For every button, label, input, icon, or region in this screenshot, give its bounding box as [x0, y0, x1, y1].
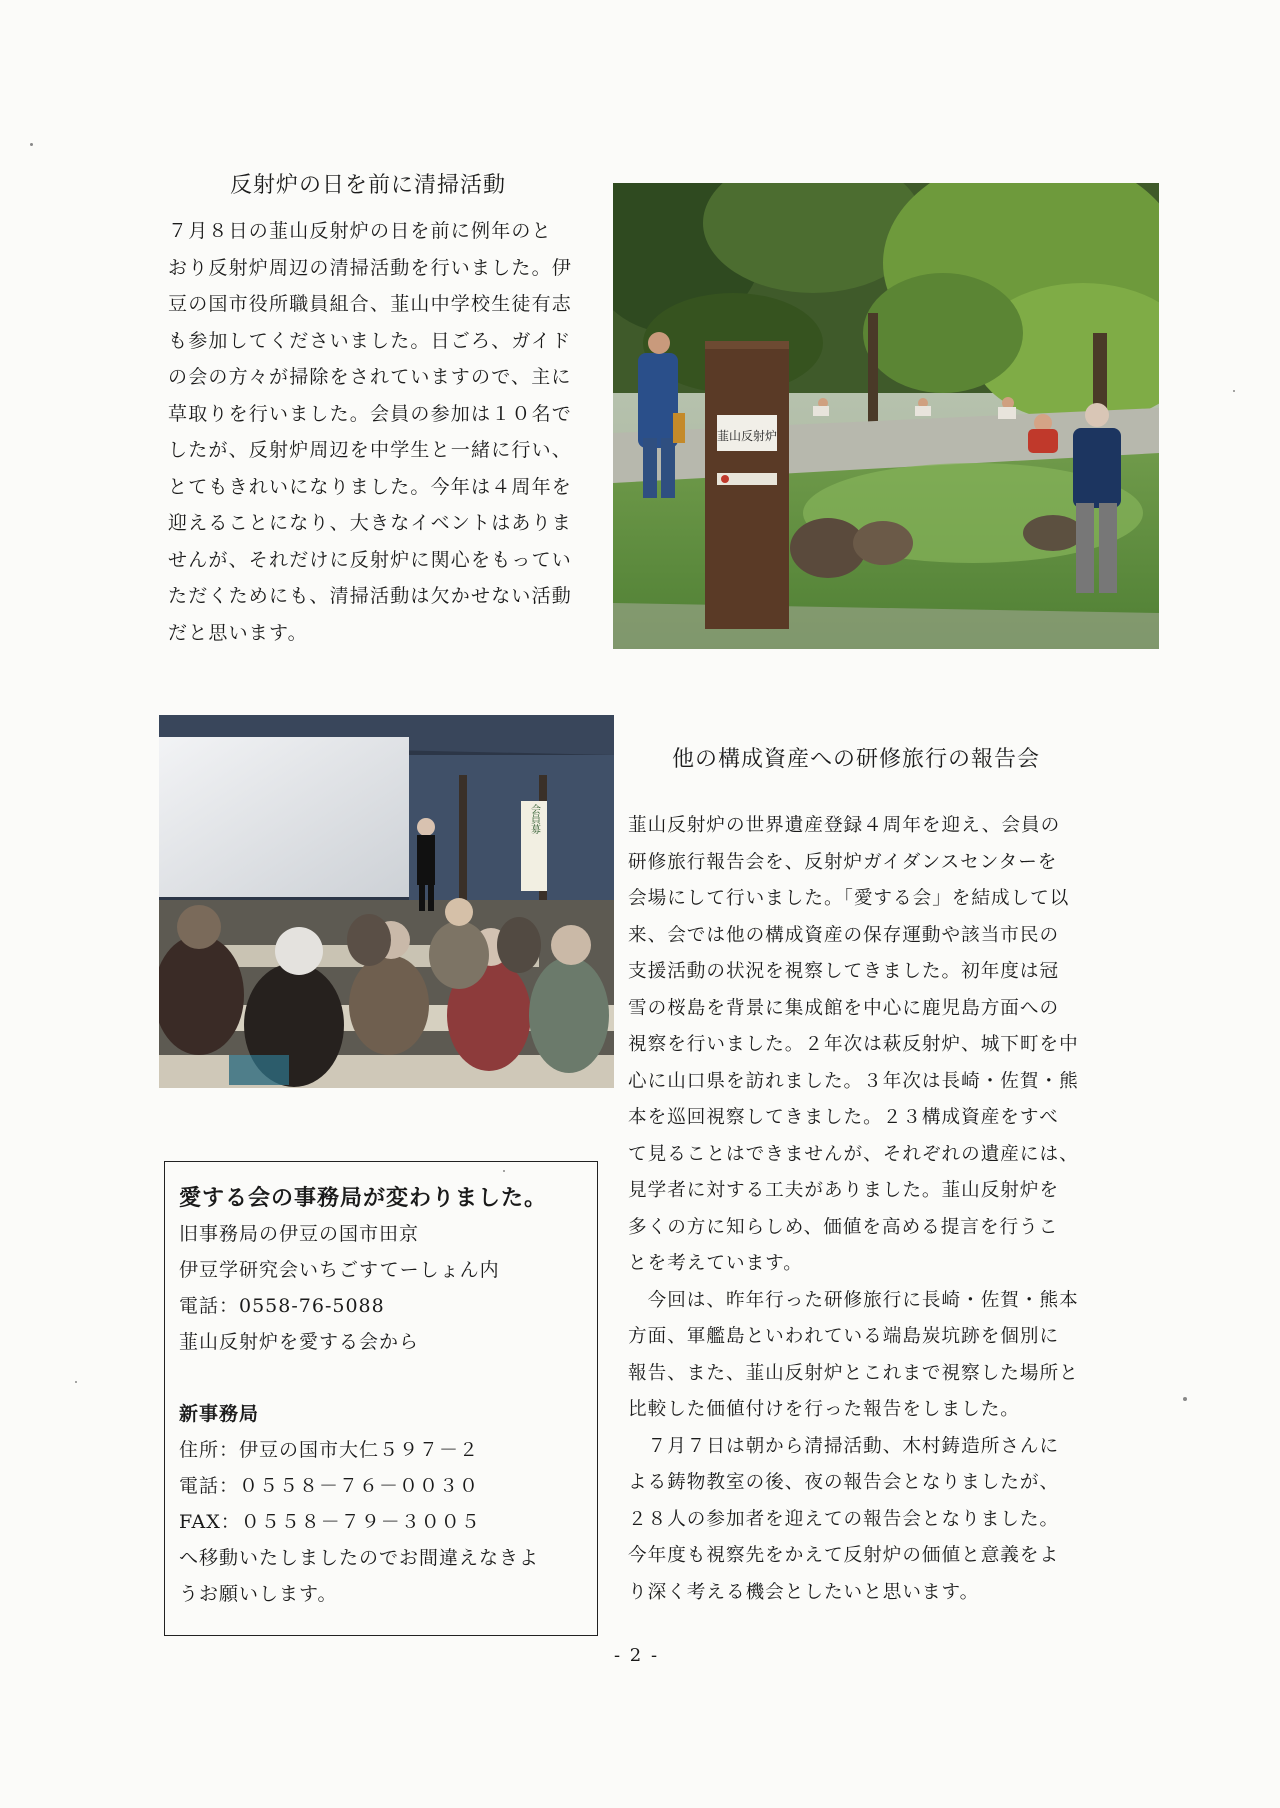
article2-line: 本を巡回視察してきました。２３構成資産をすべ — [628, 1107, 1059, 1128]
notice-new-line: うお願いします。 — [179, 1583, 338, 1605]
article1-line: の会の方々が掃除をされていますので、主に — [168, 366, 572, 388]
notice-new-heading: 新事務局 — [179, 1403, 260, 1425]
article1-line: 草取りを行いました。会員の参加は１０名で — [168, 402, 573, 425]
article1-line: せんが、それだけに反射炉に関心をもってい — [168, 548, 573, 571]
notice-heading: 愛する会の事務局が変わりました。 — [179, 1185, 548, 1211]
article2-line: 方面、軍艦島といわれている端島炭坑跡を個別に — [628, 1326, 1060, 1347]
article1-title: 反射炉の日を前に清掃活動 — [230, 173, 507, 198]
cleanup-photo — [613, 183, 1159, 649]
notice-old-line: 伊豆学研究会いちごすてーしょん内 — [179, 1259, 500, 1281]
article1-line: も参加してくださいました。日ごろ、ガイド — [168, 329, 572, 352]
meeting-photo — [159, 715, 614, 1088]
article2-line: 支援活動の状況を視察してきました。初年度は冠 — [628, 961, 1060, 982]
article2-line: ２８人の参加者を迎えての報告会となりました。 — [628, 1508, 1060, 1530]
sign-text: 韮山反射炉 — [716, 429, 778, 443]
article2-line: 心に山口県を訪れました。３年次は長崎・佐賀・熊 — [628, 1070, 1079, 1092]
office-change-notice — [164, 1161, 598, 1636]
article2-line: 今年度も視察先をかえて反射炉の価値と意義をよ — [628, 1545, 1060, 1566]
article2-title: 他の構成資産への研修旅行の報告会 — [672, 747, 1041, 772]
article2-line: 会場にして行いました。「愛する会」を結成して以 — [628, 888, 1070, 909]
article2-line: て見ることはできませんが、それぞれの遺産には、 — [628, 1143, 1079, 1165]
article1-line: 豆の国市役所職員組合、韮山中学校生徒有志 — [168, 293, 573, 315]
article2-line: 今回は、昨年行った研修旅行に長崎・佐賀・熊本 — [628, 1289, 1079, 1311]
article1-line: 迎えることになり、大きなイベントはありま — [168, 512, 573, 534]
article2-body — [628, 808, 1118, 1611]
notice-old-line: 電話：0558-76-5088 — [179, 1295, 385, 1317]
notice-new-line: 住所：伊豆の国市大仁５９７－２ — [179, 1439, 480, 1461]
banner-text: 会員募 — [528, 804, 540, 834]
page-number: - 2 - — [614, 1645, 660, 1666]
article1-line: ７月８日の韮山反射炉の日を前に例年のと — [168, 220, 552, 242]
article2-line: よる鋳物教室の後、夜の報告会となりましたが、 — [628, 1472, 1060, 1493]
article1-line: したが、反射炉周辺を中学生と一緒に行い、 — [168, 439, 573, 461]
notice-new-line: 電話：０５５８－７６－００３０ — [179, 1475, 480, 1497]
article2-line: ７月７日は朝から清掃活動、木村鋳造所さんに — [628, 1435, 1060, 1457]
article1-body — [168, 213, 598, 651]
article2-line: 来、会では他の構成資産の保存運動や該当市民の — [628, 924, 1060, 946]
article1-line: だと思います。 — [168, 621, 308, 644]
article2-line: 韮山反射炉の世界遺産登録４周年を迎え、会員の — [628, 815, 1061, 836]
article2-line: 見学者に対する工夫がありました。韮山反射炉を — [628, 1180, 1060, 1201]
article2-line: 研修旅行報告会を、反射炉ガイダンスセンターを — [628, 851, 1058, 873]
article1-line: とてもきれいになりました。今年は４周年を — [168, 475, 573, 498]
article1-line: ただくためにも、清掃活動は欠かせない活動 — [168, 585, 573, 607]
notice-old-line: 旧事務局の伊豆の国市田京 — [179, 1223, 420, 1245]
article1-line: おり反射炉周辺の清掃活動を行いました。伊 — [168, 256, 573, 279]
article2-line: 雪の桜島を背景に集成館を中心に鹿児島方面への — [628, 997, 1060, 1019]
article2-line: 多くの方に知らしめ、価値を高める提言を行うこ — [628, 1216, 1059, 1238]
article2-line: とを考えています。 — [628, 1253, 803, 1274]
notice-old-line: 韮山反射炉を愛する会から — [179, 1331, 420, 1353]
article2-line: 報告、また、韮山反射炉とこれまで視察した場所と — [628, 1362, 1079, 1384]
article2-line: 視察を行いました。２年次は萩反射炉、城下町を中 — [628, 1034, 1079, 1055]
notice-new-line: へ移動いたしましたのでお間違えなきよ — [179, 1547, 540, 1569]
article2-line: り深く考える機会としたいと思います。 — [628, 1581, 980, 1603]
article2-line: 比較した価値付けを行った報告をしました。 — [628, 1399, 1020, 1420]
notice-new-line: FAX：０５５８－７９－３００５ — [179, 1511, 481, 1533]
